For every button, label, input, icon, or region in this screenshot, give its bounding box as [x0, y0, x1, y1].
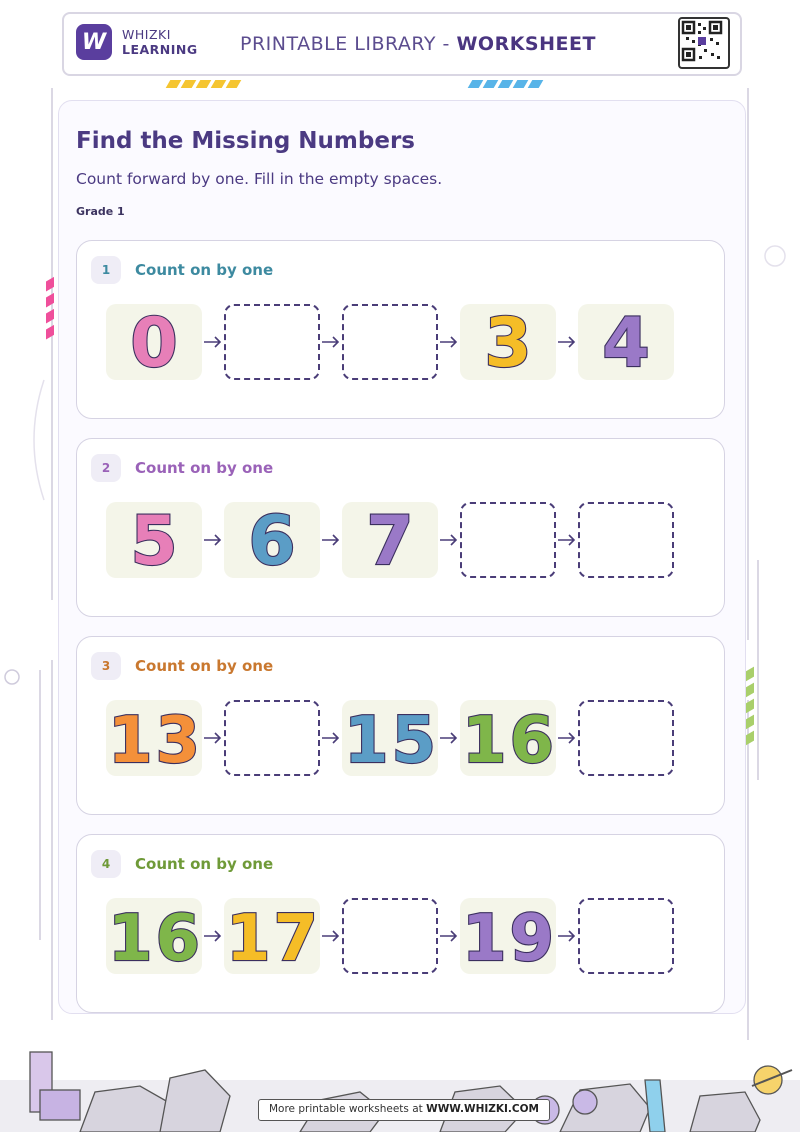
arrow-right-icon — [320, 730, 342, 746]
number-value: 4 — [602, 304, 650, 383]
number-tile — [460, 700, 556, 776]
answer-box[interactable] — [578, 700, 674, 776]
footer-text: More printable worksheets at — [268, 1103, 427, 1115]
problem-label: Count on by one — [135, 657, 274, 675]
number-value: 19 — [462, 902, 554, 976]
header-stripes-yellow — [168, 80, 239, 90]
number-value: 13 — [108, 704, 200, 778]
answer-box[interactable] — [224, 304, 320, 380]
number-value: 17 — [226, 902, 318, 976]
number-value: 16 — [462, 704, 554, 778]
problem-number: 1 — [91, 256, 121, 284]
problem-card — [76, 636, 725, 815]
header — [62, 12, 742, 76]
number-tile — [106, 502, 202, 581]
problem-number: 3 — [91, 652, 121, 680]
number-value: 3 — [484, 304, 532, 383]
number-tile — [342, 502, 438, 581]
answer-box[interactable] — [578, 898, 674, 974]
arrow-right-icon — [320, 334, 342, 350]
number-tile — [106, 304, 202, 383]
header-title-prefix: PRINTABLE LIBRARY - — [240, 33, 457, 55]
brand-name-line1: WHIZKI — [122, 27, 171, 42]
problem-card — [76, 240, 725, 419]
brand-name-line2: LEARNING — [122, 42, 198, 57]
number-value: 16 — [108, 902, 200, 976]
number-value: 0 — [130, 304, 178, 383]
brand-name — [122, 27, 198, 57]
number-tile — [106, 898, 202, 974]
header-stripes-blue — [470, 80, 541, 90]
number-tile — [342, 700, 438, 776]
footer-banner — [258, 1099, 550, 1121]
arrow-right-icon — [438, 928, 460, 944]
arrow-right-icon — [202, 730, 224, 746]
number-tile — [460, 898, 556, 974]
problem-number: 4 — [91, 850, 121, 878]
number-tile — [224, 898, 320, 974]
arrow-right-icon — [438, 532, 460, 548]
number-value: 15 — [344, 704, 436, 778]
number-sequence — [106, 898, 706, 976]
number-tile — [578, 304, 674, 383]
number-tile — [460, 304, 556, 383]
arrow-right-icon — [202, 532, 224, 548]
header-title — [240, 33, 596, 55]
worksheet-title: Find the Missing Numbers — [76, 128, 415, 154]
answer-box[interactable] — [578, 502, 674, 578]
number-value: 7 — [366, 502, 414, 581]
arrow-right-icon — [438, 334, 460, 350]
answer-box[interactable] — [342, 304, 438, 380]
arrow-right-icon — [202, 334, 224, 350]
whizki-logo[interactable] — [76, 24, 112, 60]
arrow-right-icon — [320, 532, 342, 548]
answer-box[interactable] — [342, 898, 438, 974]
problem-label: Count on by one — [135, 459, 274, 477]
number-tile — [106, 700, 202, 776]
logo-letter: W — [81, 29, 107, 55]
header-title-bold: WORKSHEET — [456, 33, 596, 55]
problem-card — [76, 438, 725, 617]
number-sequence — [106, 304, 706, 382]
arrow-right-icon — [556, 730, 578, 746]
qr-code-icon[interactable] — [678, 17, 730, 69]
problem-label: Count on by one — [135, 855, 274, 873]
arrow-right-icon — [202, 928, 224, 944]
footer-link[interactable]: WWW.WHIZKI.COM — [426, 1103, 539, 1115]
number-sequence — [106, 700, 706, 778]
number-value: 5 — [130, 502, 178, 581]
number-sequence — [106, 502, 706, 580]
answer-box[interactable] — [224, 700, 320, 776]
worksheet-instructions: Count forward by one. Fill in the empty spaces. — [76, 170, 443, 188]
arrow-right-icon — [556, 928, 578, 944]
arrow-right-icon — [438, 730, 460, 746]
arrow-right-icon — [556, 334, 578, 350]
arrow-right-icon — [556, 532, 578, 548]
number-value: 6 — [248, 502, 296, 581]
number-tile — [224, 502, 320, 581]
grade-label: Grade 1 — [76, 205, 125, 218]
problem-label: Count on by one — [135, 261, 274, 279]
answer-box[interactable] — [460, 502, 556, 578]
problem-card — [76, 834, 725, 1013]
problem-number: 2 — [91, 454, 121, 482]
arrow-right-icon — [320, 928, 342, 944]
